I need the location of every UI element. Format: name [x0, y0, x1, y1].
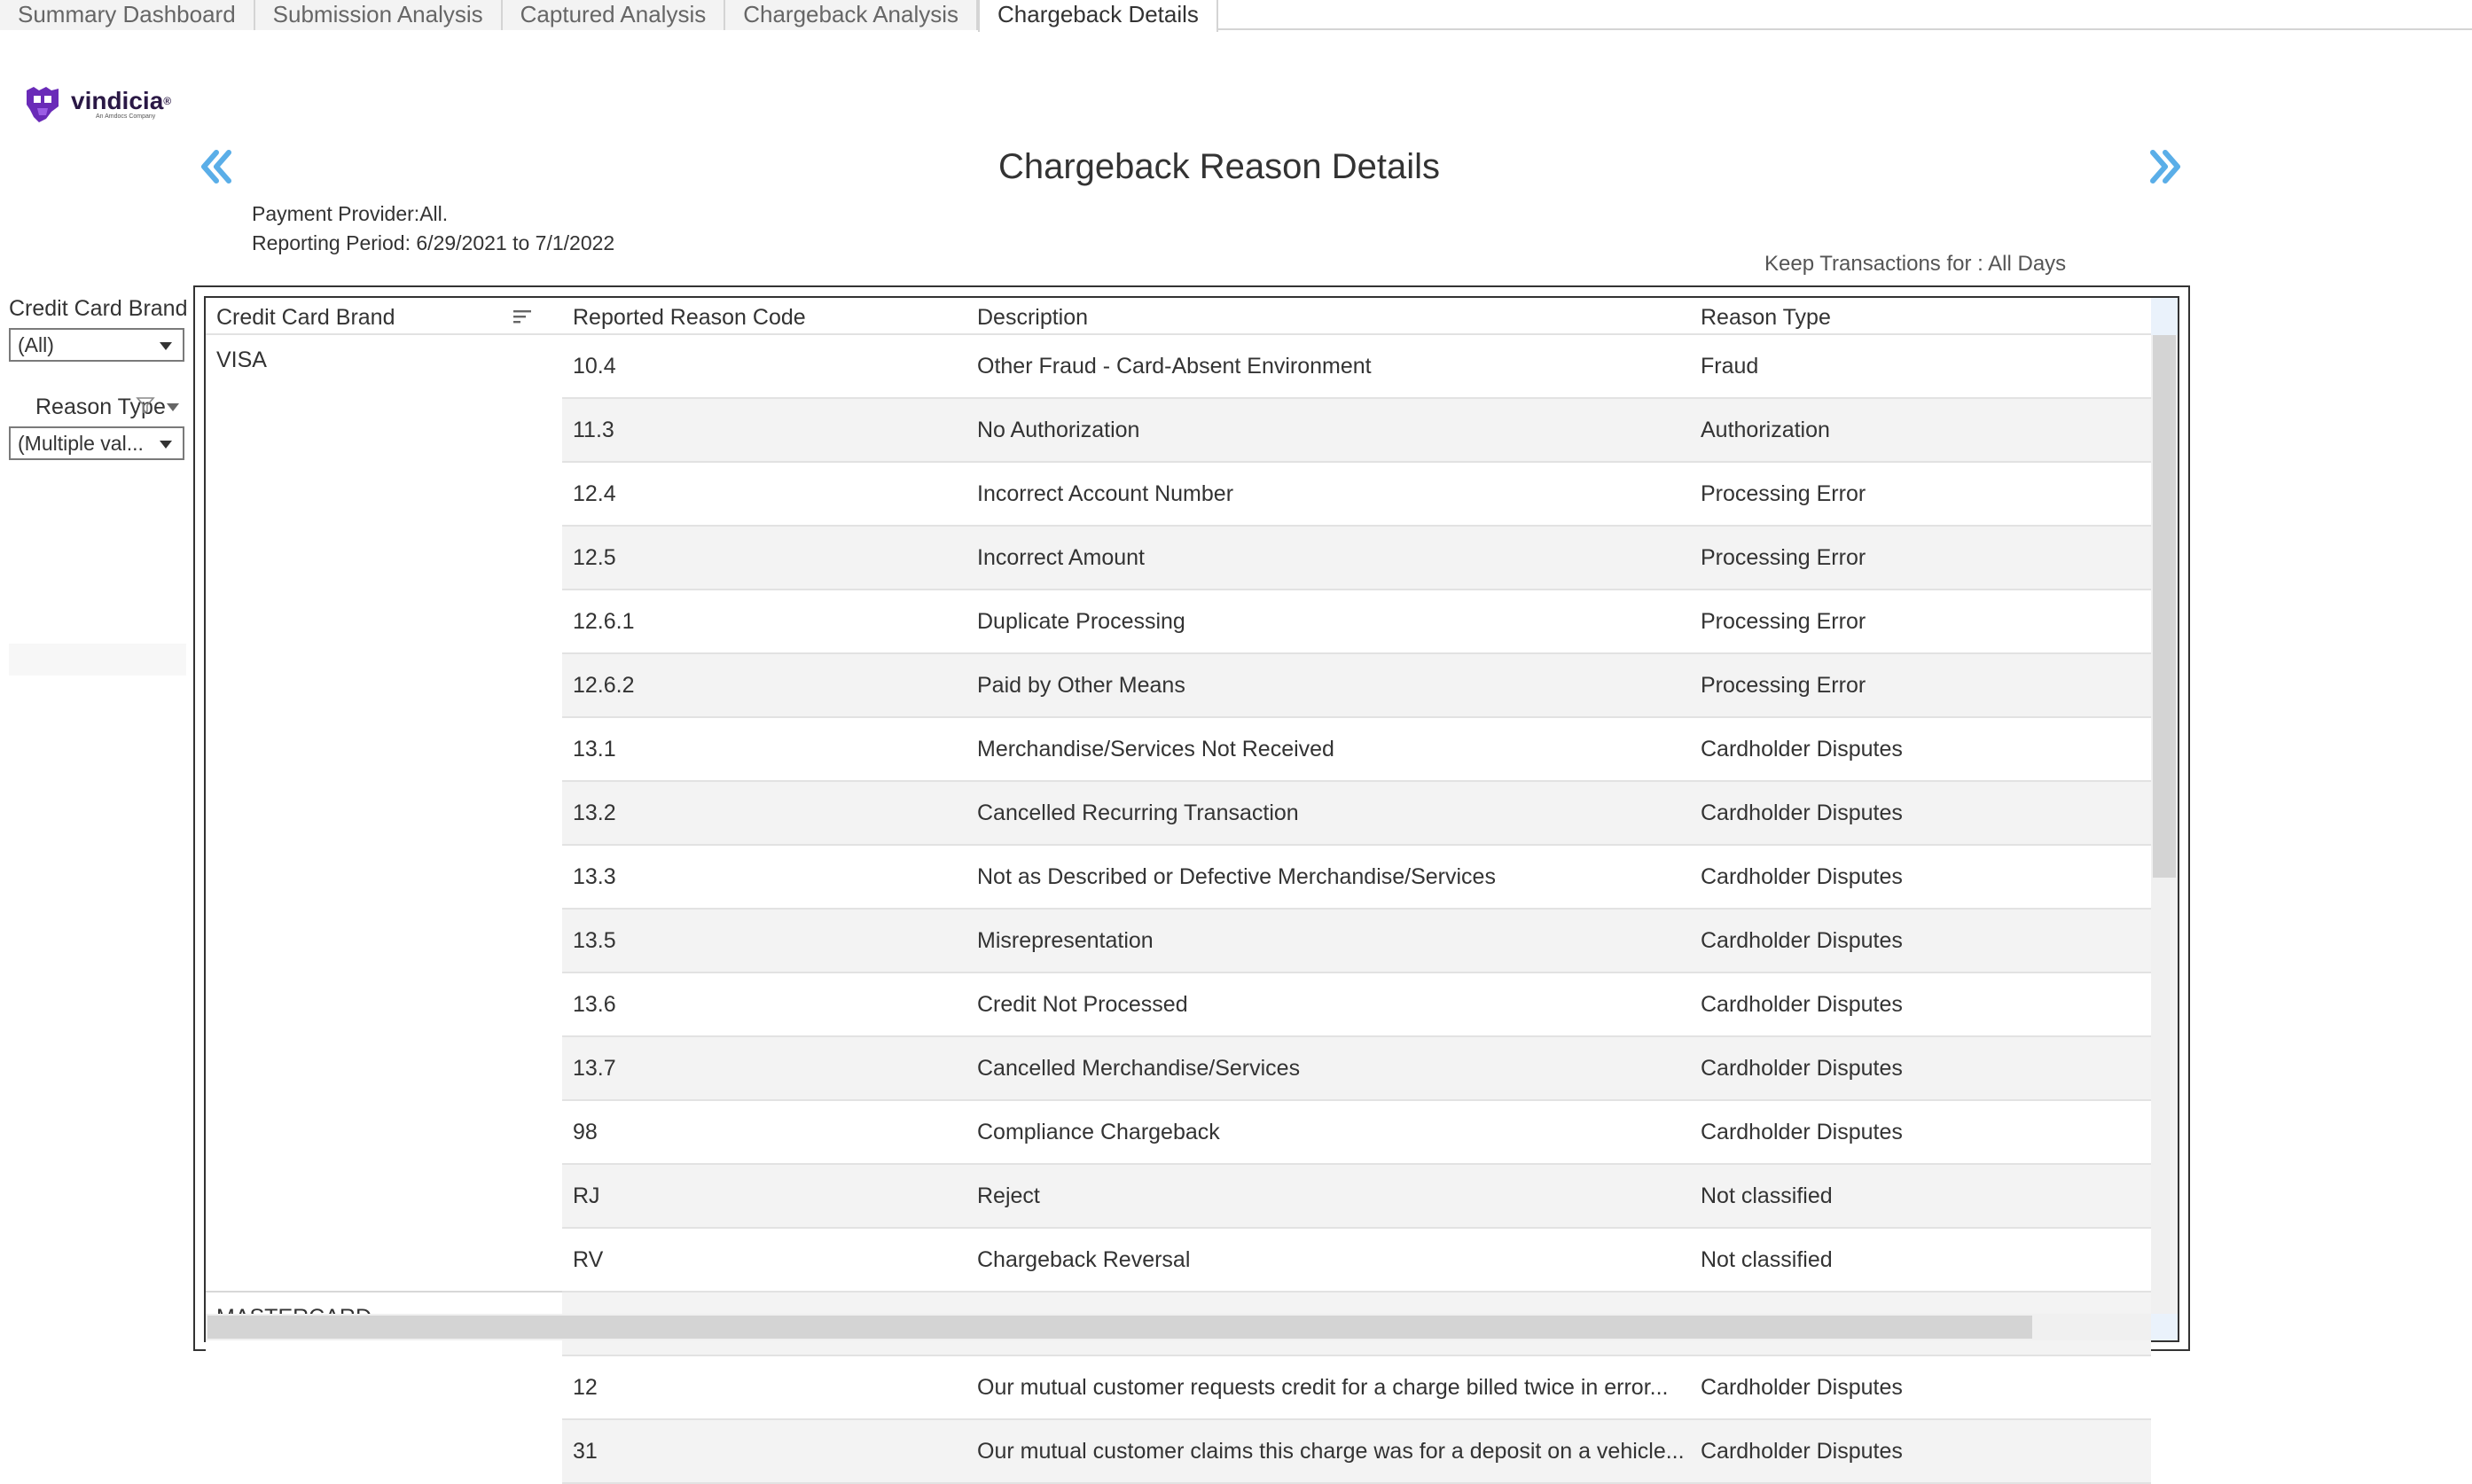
chevron-down-icon [160, 342, 172, 350]
description-cell: Duplicate Processing [977, 609, 1185, 634]
horizontal-scrollbar-thumb[interactable] [207, 1316, 2032, 1339]
column-header-reason-type[interactable]: Reason Type [1701, 305, 1831, 330]
chargeback-reason-table-frame [193, 285, 2190, 1464]
reason-type-cell: Authorization [1701, 418, 1830, 442]
keep-transactions-text: Keep Transactions for : All Days [1764, 252, 2067, 276]
reason-code-cell: 13.3 [573, 864, 616, 889]
reason-type-cell: Fraud [1701, 354, 1759, 379]
reason-code-cell: 13.1 [573, 737, 616, 762]
chargeback-reason-table [204, 296, 2179, 1464]
tab-summary-dashboard[interactable]: Summary Dashboard [0, 0, 255, 30]
reason-type-filter-label: Reason Type [35, 394, 166, 419]
reason-type-cell: Processing Error [1701, 481, 1866, 506]
description-cell: Not as Described or Defective Merchandise/Services [977, 864, 1496, 889]
vertical-scrollbar-thumb[interactable] [2153, 335, 2176, 878]
filter-icon [137, 397, 154, 413]
reason-code-cell: 13.5 [573, 928, 616, 953]
brand-group-cell [206, 335, 562, 1293]
reason-type-selected-value: (Multiple val... [18, 432, 144, 455]
description-cell: Compliance Chargeback [977, 1120, 1220, 1144]
reason-code-cell: 13.6 [573, 992, 616, 1017]
credit-card-brand-filter-label: Credit Card Brand [9, 296, 188, 321]
double-chevron-right-icon [2147, 147, 2183, 186]
description-cell: Merchandise/Services Not Received [977, 737, 1334, 762]
table-row[interactable] [562, 590, 2151, 654]
reason-type-dropdown[interactable] [9, 426, 184, 460]
double-chevron-left-icon [199, 147, 234, 186]
tab-chargeback-details[interactable]: Chargeback Details [978, 0, 1218, 32]
reason-code-cell: 98 [573, 1120, 598, 1144]
reason-type-cell: Cardholder Disputes [1701, 801, 1903, 825]
reason-code-cell: 12 [573, 1375, 598, 1400]
table-row[interactable] [562, 973, 2151, 1037]
table-row[interactable] [562, 335, 2151, 399]
description-cell: Reject [977, 1183, 1040, 1208]
vindicia-logo-icon [21, 83, 64, 126]
description-cell: Paid by Other Means [977, 673, 1185, 698]
column-header-reported-reason-code[interactable]: Reported Reason Code [573, 305, 806, 330]
dashboard-tab-bar [0, 0, 2472, 30]
reason-code-cell: 12.6.2 [573, 673, 635, 698]
table-row[interactable] [562, 463, 2151, 527]
credit-card-brand-dropdown[interactable] [9, 328, 184, 362]
reason-code-cell: 13.7 [573, 1056, 616, 1081]
reason-code-cell: 31 [573, 1439, 598, 1464]
reason-code-cell: 12.5 [573, 545, 616, 570]
table-row[interactable] [562, 1356, 2151, 1420]
table-row[interactable] [562, 654, 2151, 718]
reason-type-cell: Cardholder Disputes [1701, 928, 1903, 953]
reporting-period-text: Reporting Period: 6/29/2021 to 7/1/2022 [252, 231, 615, 254]
brand-label: VISA [216, 348, 267, 372]
description-cell: Cancelled Recurring Transaction [977, 801, 1299, 825]
reason-code-cell: 12.4 [573, 481, 616, 506]
chevron-down-icon [160, 441, 172, 449]
table-row[interactable] [562, 1165, 2151, 1229]
reason-type-cell: Cardholder Disputes [1701, 992, 1903, 1017]
reason-code-cell: RV [573, 1247, 604, 1272]
reason-type-cell: Processing Error [1701, 545, 1866, 570]
column-header-description[interactable]: Description [977, 305, 1089, 330]
table-row[interactable] [562, 1420, 2151, 1484]
column-header-credit-card-brand[interactable]: Credit Card Brand [216, 305, 395, 330]
next-page-button[interactable] [2147, 147, 2183, 186]
credit-card-brand-selected-value: (All) [18, 333, 54, 356]
table-body [206, 335, 2151, 1464]
reason-type-cell: Cardholder Disputes [1701, 1056, 1903, 1081]
description-cell: No Authorization [977, 418, 1140, 442]
description-cell: Credit Not Processed [977, 992, 1188, 1017]
table-row[interactable] [562, 527, 2151, 590]
vindicia-logo [21, 83, 171, 126]
description-cell: Other Fraud - Card-Absent Environment [977, 354, 1372, 379]
reason-type-cell: Cardholder Disputes [1701, 864, 1903, 889]
vertical-scrollbar[interactable] [2151, 298, 2178, 1314]
description-cell: Our mutual customer requests credit for a charge billed twice in error... [977, 1375, 1669, 1400]
reason-code-cell: RJ [573, 1183, 600, 1208]
previous-page-button[interactable] [199, 147, 234, 186]
tab-captured-analysis[interactable]: Captured Analysis [503, 0, 726, 30]
sort-icon[interactable] [512, 309, 532, 324]
logo-wordmark: vindicia® [71, 87, 172, 114]
description-cell: Our mutual customer claims this charge was for a deposit on a vehicle... [977, 1439, 1685, 1464]
horizontal-scrollbar[interactable] [206, 1314, 2151, 1340]
tab-submission-analysis[interactable]: Submission Analysis [255, 0, 503, 30]
reason-type-cell: Not classified [1701, 1183, 1833, 1208]
reason-type-cell: Cardholder Disputes [1701, 1439, 1903, 1464]
description-cell: Cancelled Merchandise/Services [977, 1056, 1301, 1081]
page-title: Chargeback Reason Details [997, 147, 1441, 186]
reason-type-cell: Cardholder Disputes [1701, 737, 1903, 762]
table-row[interactable] [562, 782, 2151, 846]
reason-type-cell: Processing Error [1701, 609, 1866, 634]
table-row[interactable] [562, 1229, 2151, 1293]
description-cell: Chargeback Reversal [977, 1247, 1191, 1272]
reason-type-menu-caret-icon[interactable] [167, 403, 179, 411]
reason-type-cell: Not classified [1701, 1247, 1833, 1272]
table-row[interactable] [562, 399, 2151, 463]
table-row[interactable] [562, 1101, 2151, 1165]
description-cell: Misrepresentation [977, 928, 1154, 953]
table-row[interactable] [562, 846, 2151, 910]
empty-filter-placeholder [9, 644, 186, 676]
reason-code-cell: 11.3 [573, 418, 614, 442]
tab-chargeback-analysis[interactable]: Chargeback Analysis [725, 0, 978, 30]
reason-type-cell: Processing Error [1701, 673, 1866, 698]
reason-type-cell: Cardholder Disputes [1701, 1375, 1903, 1400]
table-row[interactable] [562, 910, 2151, 973]
reason-code-cell: 12.6.1 [573, 609, 635, 634]
table-row[interactable] [562, 718, 2151, 782]
reason-type-cell: Cardholder Disputes [1701, 1120, 1903, 1144]
reason-code-cell: 10.4 [573, 354, 616, 379]
payment-provider-text: Payment Provider:All. [252, 202, 449, 225]
description-cell: Incorrect Account Number [977, 481, 1234, 506]
table-header [206, 298, 2151, 335]
description-cell: Incorrect Amount [977, 545, 1145, 570]
table-row[interactable] [562, 1037, 2151, 1101]
logo-tagline: An Amdocs Company [96, 113, 156, 120]
reason-code-cell: 13.2 [573, 801, 616, 825]
